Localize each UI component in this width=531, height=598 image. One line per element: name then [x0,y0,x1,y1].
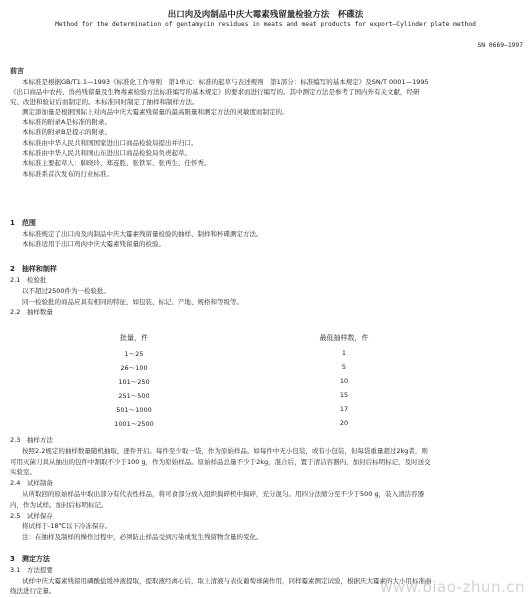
section-2-5-line: 将试样于-18℃以下冷冻保存。 [22,522,112,530]
preface-line: 测定添加量是根据国际上对肉品中庆大霉素残留量的最高限量和测定方法的灵敏度而制定的。 [22,108,289,116]
preface-line: 本标准主要起草人：肺晓玲、郑连胜、张铁军、张再生、任怀秀。 [22,159,211,167]
section-2-3-title: 2.3 抽样方法 [10,436,53,444]
standard-number: SN 0669—1997 [477,42,523,49]
preface-line: 本标准由中华人民共和国山东进出口商品检验局负责起草。 [22,149,191,157]
table-header-lot-size: 批量，件 [120,334,148,342]
table-cell: 1001～2500 [114,419,154,428]
section-2-heading: 2 抽样和制样 [10,265,57,273]
table-cell: 10 [339,377,349,385]
preface-line: 本标准系首次发布的行业标准。 [22,170,113,178]
table-header-min-samples: 最低抽样数，件 [319,334,369,342]
section-2-3-line: 可用灭菌刀具从抽出的包件中割取不少于100 g，作为原始样品。原始样品总量不少于2kg，混合后，置于清洁容器内，加封后标明标记，及时送交 [10,458,431,466]
table-cell: 20 [339,419,349,427]
section-3-heading: 3 测定方法 [10,555,50,563]
preface-heading: 前言 [10,67,24,75]
section-2-2-title: 2.2 抽样数量 [10,308,53,316]
section-2-3-line: 实验室。 [10,468,36,476]
section-2-4-line: 从所取回的原始样品中取出部分有代表性样品，将可食部分放入组织捣碎机中捣碎，充分混匀。用四分法缩分至不少于500 g，装入清洁容器 [22,490,425,498]
preface-line: 本标准的附录A是标准的附录。 [22,118,111,126]
section-3-1-title: 3.1 方法提要 [10,566,53,574]
table-cell: 501～1000 [116,405,152,414]
table-cell: 101～250 [118,377,150,386]
table-row [104,346,404,360]
section-2-1-line: 同一检验批的商品应具有相同的特征，如包装、标记、产地、规格和等级等。 [22,298,243,306]
preface-line: 本标准的附录B是提示的附录。 [22,128,111,136]
table-row [104,360,404,374]
section-2-3-line: 按照2.2规定的抽样数量随机抽取，逐件开启。每件至少取一袋，作为原始样品。如每件中无小包装，或有小包装，但每袋重量超过2kg者，则 [22,447,428,455]
section-3-1-line: 线法进行定量。 [10,587,56,595]
table-row [104,374,404,388]
table-cell: 26～100 [120,363,148,372]
table-cell: 17 [339,405,349,413]
table-row [104,388,404,402]
section-2-5-title: 2.5 试样保存 [10,512,53,520]
section-1-line: 本标准规定了出口肉及肉制品中庆大霉素残留量检验的抽样、制样和杯碟测定方法。 [22,230,263,238]
table-cell: 1 [341,349,347,357]
section-2-4-line: 内，作为试样。加封后标明标记。 [10,501,108,509]
table-cell: 5 [341,363,347,371]
section-2-4-title: 2.4 试样制备 [10,479,53,487]
section-1-line: 本标准适用于出口鸡肉中庆大霉素残留量的检验。 [22,240,165,248]
preface-line: 究、改进和验证后而制定的。本标准同时制定了抽样和制样方法。 [10,98,199,106]
table-row [104,402,404,416]
table-cell: 1～25 [124,349,144,358]
section-2-5-note: 注：在抽样及制样的操作过程中，必须防止样品受到污染或发生残留物含量的变化。 [22,533,263,541]
section-3-1-line: 试样中庆大霉素残留用磷酸盐缓冲液提取，提取液经离心后，取上清液与表皮葡萄球菌作用，同样霉素测定试验，根据庆大霉素的大小用标准曲 [22,577,432,585]
preface-line: 本标准是根据GB/T1.1—1993《标准化工作导则 第1单元：标准的起草与表述规则 第1部分：标准编写的基本规定》及SN/T 0001—1995 [22,78,429,86]
site-watermark: www.biao-zhun.cn [380,578,525,596]
table-row [104,416,404,430]
document-title: 出口肉及肉制品中庆大霉素残留量检验方法 杯碟法 [167,10,364,20]
section-2-1-title: 2.1 检验批 [10,276,47,284]
section-1-heading: 1 范围 [10,219,36,227]
sampling-quantity-table [104,330,404,430]
document-subtitle-english: Method for the determination of gentamycin residues in meats and meat products for export—Cylinder plate method [55,21,476,28]
table-header-row [104,330,404,346]
preface-line: 《出口商品中农药、兽药残留量及生物毒素检验方法标准编写的基本规定》的要求而进行编写的。其中测定方法是参考了国内外有关文献，经研 [10,88,420,96]
preface-line: 本标准由中华人民共和国国家进出口商品检验局提出并归口。 [22,139,198,147]
table-cell: 15 [339,391,349,399]
section-2-1-line: 以不超过2500件为一检验批。 [22,287,111,295]
table-cell: 251～500 [118,391,150,400]
